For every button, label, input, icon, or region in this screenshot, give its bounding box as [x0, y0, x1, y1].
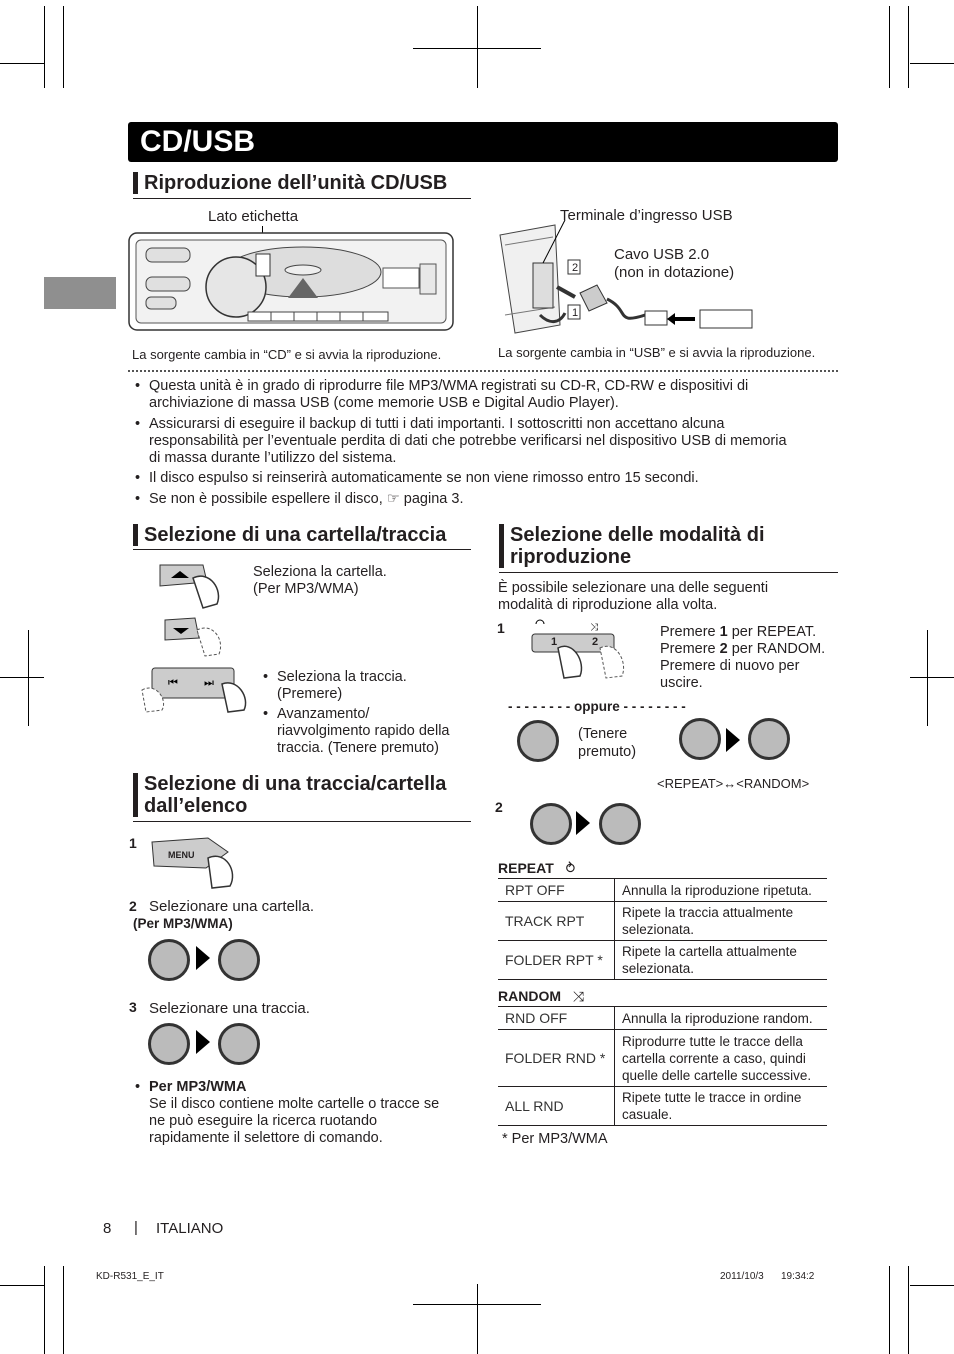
title-bar: [128, 122, 838, 162]
arrow-icon: [196, 1030, 210, 1054]
track-line: (Premere): [277, 686, 343, 702]
control-knob: [148, 1023, 190, 1065]
section-heading-playback: Riproduzione dell’unità CD/USB: [133, 172, 447, 194]
svg-text:⏮: ⏮: [168, 676, 178, 689]
heading-underline: [133, 198, 471, 199]
track-bullet: [277, 706, 477, 757]
section-heading-modes: [499, 524, 765, 568]
step-text: Selezionare una traccia.: [149, 1000, 310, 1017]
list-note: [149, 1079, 459, 1147]
heading-line: Selezione di una traccia/cartella: [144, 773, 447, 795]
note-line: • Assicurarsi di eseguire il backup di tutti i dati importanti. I sottoscritti non accettano alcuna: [149, 416, 725, 432]
crop-mark: [44, 6, 45, 88]
random-label: [498, 988, 584, 1005]
track-bullet: [277, 669, 477, 703]
note-line: • Se non è possibile espellere il disco, ☞ pagina 3.: [149, 491, 464, 507]
step-number: 1: [129, 835, 137, 851]
random-label-text: RANDOM: [498, 988, 561, 1004]
note-line: • Questa unità è in grado di riprodurre file MP3/WMA registrati su CD-R, CD-RW e dispositivi di: [149, 378, 749, 394]
heading-line: riproduzione: [510, 546, 632, 568]
crop-mark: [927, 630, 928, 726]
crop-mark: [908, 1266, 909, 1354]
step-note: (Per MP3/WMA): [133, 916, 233, 931]
mode-cell: FOLDER RND *: [498, 1030, 615, 1087]
folder-caption: Seleziona la cartella.: [253, 564, 387, 580]
crop-mark: [910, 1285, 954, 1286]
press-line: [660, 641, 825, 658]
crop-mark: [0, 677, 44, 678]
mode-intro: modalità di riproduzione alla volta.: [498, 597, 718, 613]
press-text: per REPEAT.: [727, 624, 817, 640]
footnote: * Per MP3/WMA: [502, 1131, 608, 1147]
step-number: 1: [497, 620, 505, 636]
note-item: [149, 378, 839, 412]
step-text: Selezionare una cartella.: [149, 898, 315, 915]
crop-mark: [44, 1266, 45, 1354]
note-item: [149, 491, 839, 508]
desc-cell: Annulla la riproduzione ripetuta.: [615, 879, 828, 902]
list-note-line: Se il disco contiene molte cartelle o tracce se: [149, 1096, 440, 1112]
heading-line: dall’elenco: [144, 795, 248, 817]
desc-cell: Riprodurre tutte le tracce della cartella corrente a caso, quindi quelle delle cartelle successive.: [615, 1030, 828, 1087]
arrow-icon: [196, 946, 210, 970]
step-number: 3: [129, 999, 137, 1015]
shuffle-icon: ⤨: [572, 988, 585, 1004]
footer-separator: |: [134, 1219, 138, 1236]
arrow-icon: [726, 728, 740, 752]
list-note-line: ne può eseguire la ricerca ruotando: [149, 1113, 378, 1129]
track-line: • Avanzamento/: [277, 706, 370, 722]
folder-caption-note: (Per MP3/WMA): [253, 581, 359, 597]
usb-terminal-label: Terminale d’ingresso USB: [560, 207, 733, 224]
label-side-caption: Lato etichetta: [208, 208, 299, 225]
menu-button-illustration: [148, 834, 238, 889]
page-number: 8: [103, 1220, 112, 1237]
oppure-label: oppure: [573, 699, 620, 714]
mode-cell: FOLDER RPT *: [498, 941, 615, 980]
press-line: [660, 624, 816, 641]
press-key: 2: [719, 641, 728, 657]
usb-connection-illustration: [495, 215, 760, 335]
desc-cell: Annulla la riproduzione random.: [615, 1007, 828, 1030]
crop-mark: [63, 1266, 64, 1354]
heading-underline: [499, 572, 838, 573]
mode-cell: TRACK RPT: [498, 902, 615, 941]
side-tab: [44, 277, 116, 309]
oppure-divider: - - - - - - - - oppure - - - - - - - -: [508, 699, 686, 714]
table-row: [498, 1007, 827, 1030]
preset-2-label: 2: [592, 636, 599, 648]
page-title: CD/USB: [140, 125, 256, 158]
mode-cell: ALL RND: [498, 1087, 615, 1126]
press-key: 1: [719, 624, 728, 640]
control-knob: [148, 939, 190, 981]
preset-1-label: 1: [551, 636, 558, 648]
press-line: Premere di nuovo per: [660, 658, 800, 674]
heading-line: Selezione delle modalità di: [510, 524, 765, 546]
track-line: traccia. (Tenere premuto): [277, 740, 439, 756]
note-line: • Il disco espulso si reinserirà automaticamente se non viene rimosso entro 15 secondi.: [149, 470, 699, 486]
control-knob: [218, 939, 260, 981]
svg-text:⏭: ⏭: [204, 676, 214, 689]
note-item: [149, 416, 839, 467]
caption-usb: La sorgente cambia in “USB” e si avvia la riproduzione.: [498, 345, 816, 360]
file-code: KD-R531_E_IT: [96, 1271, 164, 1282]
crop-mark: [63, 6, 64, 88]
press-line: uscire.: [660, 675, 703, 691]
crop-mark: [908, 6, 909, 88]
crop-mark: [477, 1284, 478, 1354]
menu-label: MENU: [168, 850, 195, 860]
svg-text:⤨: ⤨: [590, 622, 598, 633]
note-line: di massa durante l’utilizzo del sistema.: [149, 450, 397, 466]
caption-cd: La sorgente cambia in “CD” e si avvia la riproduzione.: [132, 347, 442, 362]
crop-mark: [477, 6, 478, 88]
track-line: riavvolgimento rapido della: [277, 723, 450, 739]
note-line: archiviazione di massa USB (come memorie USB e Digital Audio Player).: [149, 395, 619, 411]
crop-mark: [889, 1266, 890, 1354]
step-number: 2: [129, 898, 137, 914]
section-heading-folder: Selezione di una cartella/traccia: [133, 524, 446, 546]
step-number: 2: [495, 799, 503, 815]
usb-cable-label: Cavo USB 2.0: [614, 246, 710, 263]
table-row: [498, 1030, 827, 1087]
mode-intro: È possibile selezionare una delle seguenti: [498, 580, 769, 596]
list-note-line: rapidamente il selettore di comando.: [149, 1130, 383, 1146]
list-note-head: • Per MP3/WMA: [149, 1079, 247, 1095]
crop-mark: [910, 63, 954, 64]
heading-underline: [133, 549, 471, 550]
toggle-caption: <REPEAT>↔<RANDOM>: [657, 776, 810, 791]
crop-mark: [0, 1285, 44, 1286]
press-text: Premere: [660, 624, 720, 640]
language-label: ITALIANO: [156, 1220, 224, 1237]
folder-buttons-illustration: [155, 560, 235, 660]
hold-label: (Tenere: [578, 726, 628, 742]
arrow-icon: [576, 811, 590, 835]
press-text: Premere: [660, 641, 720, 657]
print-time: 19:34:2: [781, 1271, 815, 1282]
control-knob: [530, 803, 572, 845]
dotted-separator: [128, 370, 838, 372]
usb-step-2: 2: [572, 262, 579, 274]
desc-cell: Ripete tutte le tracce in ordine casuale.: [615, 1087, 828, 1126]
repeat-label: [498, 860, 575, 877]
preset-buttons-illustration: [528, 618, 638, 690]
table-row: [498, 941, 827, 980]
table-row: [498, 1087, 827, 1126]
note-item: [149, 470, 839, 487]
mode-cell: RND OFF: [498, 1007, 615, 1030]
usb-step-1: 1: [572, 307, 579, 319]
heading-underline: [133, 821, 471, 822]
hold-label: premuto): [578, 744, 637, 760]
desc-cell: Ripete la traccia attualmente selezionata.: [615, 902, 828, 941]
crop-mark: [889, 6, 890, 88]
control-knob: [679, 718, 721, 760]
control-knob: [517, 720, 559, 762]
desc-cell: Ripete la cartella attualmente selezionata.: [615, 941, 828, 980]
track-line: • Seleziona la traccia.: [277, 669, 407, 685]
table-row: [498, 879, 827, 902]
control-knob: [218, 1023, 260, 1065]
mode-cell: RPT OFF: [498, 879, 615, 902]
repeat-icon: ⥁: [565, 860, 576, 876]
print-date: 2011/10/3: [720, 1271, 764, 1282]
crop-mark: [28, 630, 29, 726]
crop-mark: [910, 677, 954, 678]
press-text: per RANDOM.: [727, 641, 826, 657]
usb-cable-note: (non in dotazione): [614, 264, 735, 281]
repeat-label-text: REPEAT: [498, 860, 554, 876]
repeat-table: [498, 878, 827, 980]
section-heading-list: [133, 773, 446, 817]
control-knob: [748, 718, 790, 760]
crop-mark: [0, 63, 44, 64]
random-table: [498, 1006, 827, 1126]
cd-unit-illustration: [128, 232, 456, 332]
track-buttons-illustration: [138, 664, 250, 714]
note-line: responsabilità per l’eventuale perdita di dati che potrebbe verificarsi nel dispositivo USB di memoria: [149, 433, 787, 449]
table-row: [498, 902, 827, 941]
control-knob: [599, 803, 641, 845]
